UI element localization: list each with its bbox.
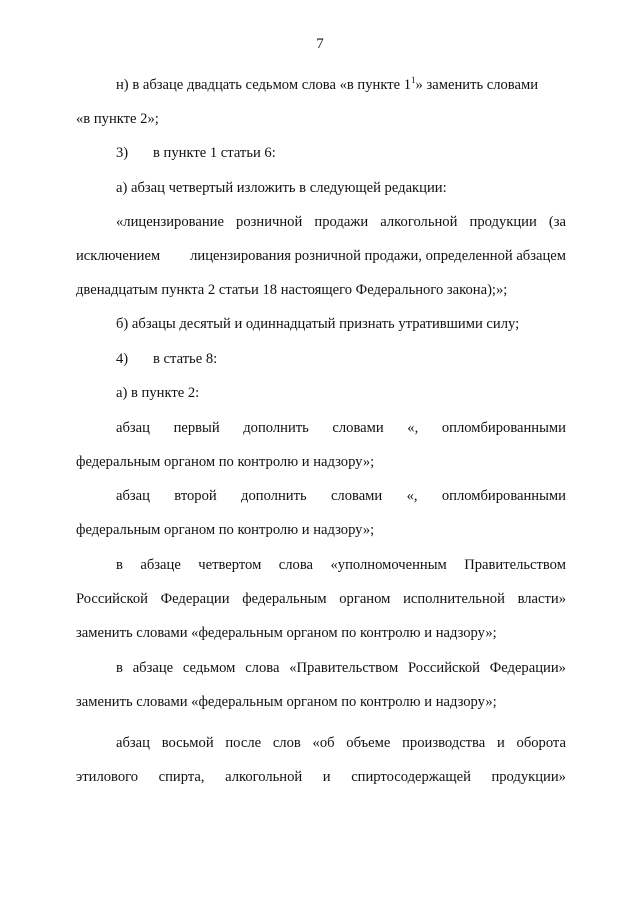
abzac-1-line1: абзац первый дополнить словами «, опломбированными bbox=[116, 420, 566, 436]
item-3b: б) абзацы десятый и одиннадцатый признать утратившими силу; bbox=[116, 316, 520, 332]
quote-line3: двенадцатым пункта 2 статьи 18 настоящего Федерального закона);»; bbox=[76, 282, 508, 298]
quote-line1: «лицензирование розничной продажи алкогольной продукции (за bbox=[116, 214, 566, 230]
abzac-7-line2: заменить словами «федеральным органом по контролю и надзору»; bbox=[76, 694, 497, 710]
abzac-2-line2: федеральным органом по контролю и надзору»; bbox=[76, 522, 375, 538]
abzac-4-line2: Российской Федерации федеральным органом исполнительной власти» bbox=[76, 591, 566, 607]
abzac-1-line2: федеральным органом по контролю и надзору»; bbox=[76, 454, 375, 470]
item-n-line1: н) в абзаце двадцать седьмом слова «в пункте $1^1$» заменить словами bbox=[116, 75, 539, 93]
item-4: 4) в статье 8: bbox=[116, 351, 218, 367]
item-3: 3) в пункте 1 статьи 6: bbox=[116, 145, 276, 161]
abzac-8-line2: этилового спирта, алкогольной и спиртосодержащей продукции» bbox=[76, 769, 566, 785]
quote-line2: исключением лицензирования розничной продажи, определенной абзацем bbox=[76, 248, 566, 264]
abzac-8-line1: абзац восьмой после слов «об объеме производства и оборота bbox=[116, 735, 566, 751]
item-n-line2: «в пункте 2»; bbox=[76, 111, 159, 127]
abzac-4-line1: в абзаце четвертом слова «уполномоченным Правительством bbox=[116, 557, 566, 573]
item-4a: а) в пункте 2: bbox=[116, 385, 200, 401]
page-number: 7 bbox=[316, 36, 324, 52]
abzac-7-line1: в абзаце седьмом слова «Правительством Российской Федерации» bbox=[116, 660, 566, 676]
item-3a: а) абзац четвертый изложить в следующей редакции: bbox=[116, 180, 447, 196]
abzac-4-line3: заменить словами «федеральным органом по контролю и надзору»; bbox=[76, 625, 497, 641]
abzac-2-line1: абзац второй дополнить словами «, опломбированными bbox=[116, 488, 566, 504]
